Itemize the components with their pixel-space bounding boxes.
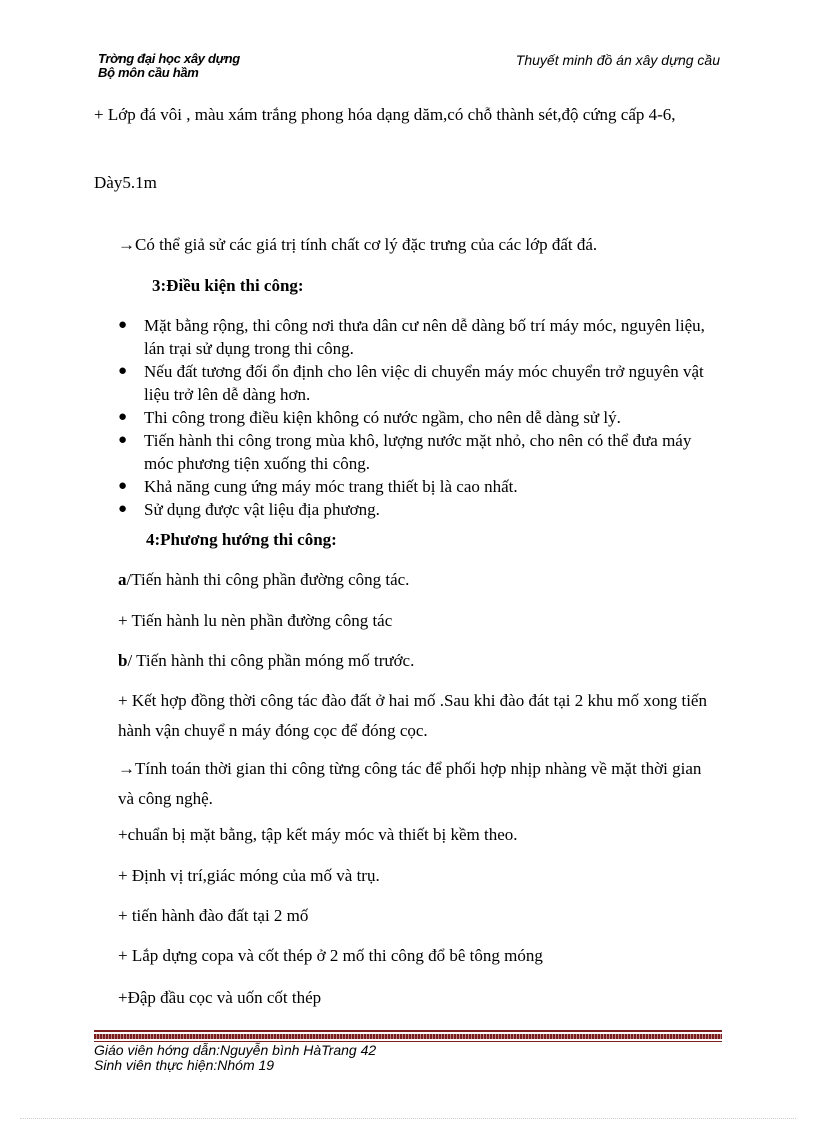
paragraph-site-preparation: +chuẩn bị mặt bằng, tập kết máy móc và thiết bị kềm theo.: [118, 825, 518, 844]
list-item: [118, 360, 718, 406]
list-item: [118, 429, 718, 475]
list-item: [118, 406, 718, 429]
paragraph-step-a: [118, 565, 718, 595]
list-item-text: Nếu đất tương đối ổn định cho lên việc di chuyển máy móc chuyển trở nguyên vật liệu trở lên dễ dàng hơn.: [144, 362, 704, 404]
footer-divider: [94, 1034, 722, 1039]
bullet-icon: ●: [118, 432, 128, 448]
paragraph-thickness: Dày5.1m: [94, 173, 157, 192]
list-item-text: Khả năng cung ứng máy móc trang thiết bị là cao nhất.: [144, 477, 518, 496]
header-institution: [98, 52, 240, 80]
bullet-icon: ●: [118, 501, 128, 517]
header-department: Bộ môn cầu hầm: [98, 65, 199, 80]
step-a-text: /Tiến hành thi công phần đường công tác.: [126, 570, 410, 589]
construction-conditions-list: [118, 314, 718, 521]
list-item: [118, 314, 718, 360]
bullet-icon: ●: [118, 363, 128, 379]
bullet-icon: ●: [118, 317, 128, 333]
step-a-label: a: [118, 570, 127, 589]
step-b-label: b: [118, 651, 128, 670]
step-b-text: / Tiến hành thi công phần móng mố trước.: [127, 651, 415, 670]
paragraph-excavation: + tiến hành đào đất tại 2 mố: [118, 906, 309, 925]
footer: [94, 1043, 376, 1073]
footer-students: Sinh viên thực hiện:Nhóm 19: [94, 1057, 275, 1073]
bullet-icon: ●: [118, 409, 128, 425]
paragraph-scheduling: →Tính toán thời gian thi công từng công tác để phối hợp nhịp nhàng về mặt thời gian và công nghệ.: [118, 759, 702, 808]
header-document-title: Thuyết minh đồ án xây dựng cầu: [515, 52, 720, 68]
section-heading-4: 4:Phương hướng thi công:: [146, 530, 337, 549]
list-item: [118, 498, 718, 521]
page-edge-divider: [20, 1118, 796, 1119]
list-item: [118, 475, 718, 498]
paragraph-assumption: →Có thể giả sử các giá trị tính chất cơ lý đặc trưng của các lớp đất đá.: [118, 235, 598, 254]
bullet-icon: ●: [118, 478, 128, 494]
paragraph-pile-head: +Đập đầu cọc và uốn cốt thép: [118, 988, 322, 1007]
paragraph-limestone-layer: + Lớp đá vôi , màu xám trắng phong hóa dạng dăm,có chỗ thành sét,độ cứng cấp 4-6,: [94, 105, 676, 124]
section-heading-3: 3:Điều kiện thi công:: [152, 276, 304, 295]
list-item-text: Tiến hành thi công trong mùa khô, lượng nước mặt nhỏ, cho nên có thể đưa máy móc phương tiện xuống thi công.: [144, 431, 692, 473]
list-item-text: Mặt bằng rộng, thi công nơi thưa dân cư nên dễ dàng bố trí máy móc, nguyên liệu, lán trại sử dụng trong thi công.: [144, 316, 705, 358]
header-university: Trờng đại học xây dựng: [98, 51, 240, 66]
paragraph-positioning: + Định vị trí,giác móng của mố và trụ.: [118, 866, 380, 885]
footer-divider: [94, 1030, 722, 1032]
footer-supervisor: Giáo viên hớng dẫn:Nguyễn bình HàTrang 42: [94, 1042, 377, 1058]
paragraph-excavation-combined: + Kết hợp đồng thời công tác đào đất ở hai mố .Sau khi đào đát tại 2 khu mố xong tiến hành vận chuyể n máy đóng cọc để đóng cọc.: [118, 691, 707, 740]
list-item-text: Thi công trong điều kiện không có nước ngầm, cho nên dễ dàng sử lý.: [144, 408, 621, 427]
paragraph-compaction: + Tiến hành lu nèn phần đường công tác: [118, 611, 393, 630]
paragraph-step-b: [118, 646, 718, 676]
paragraph-formwork: + Lắp dựng copa và cốt thép ở 2 mố thi công đổ bê tông móng: [118, 946, 543, 965]
list-item-text: Sử dụng được vật liệu địa phương.: [144, 500, 380, 519]
